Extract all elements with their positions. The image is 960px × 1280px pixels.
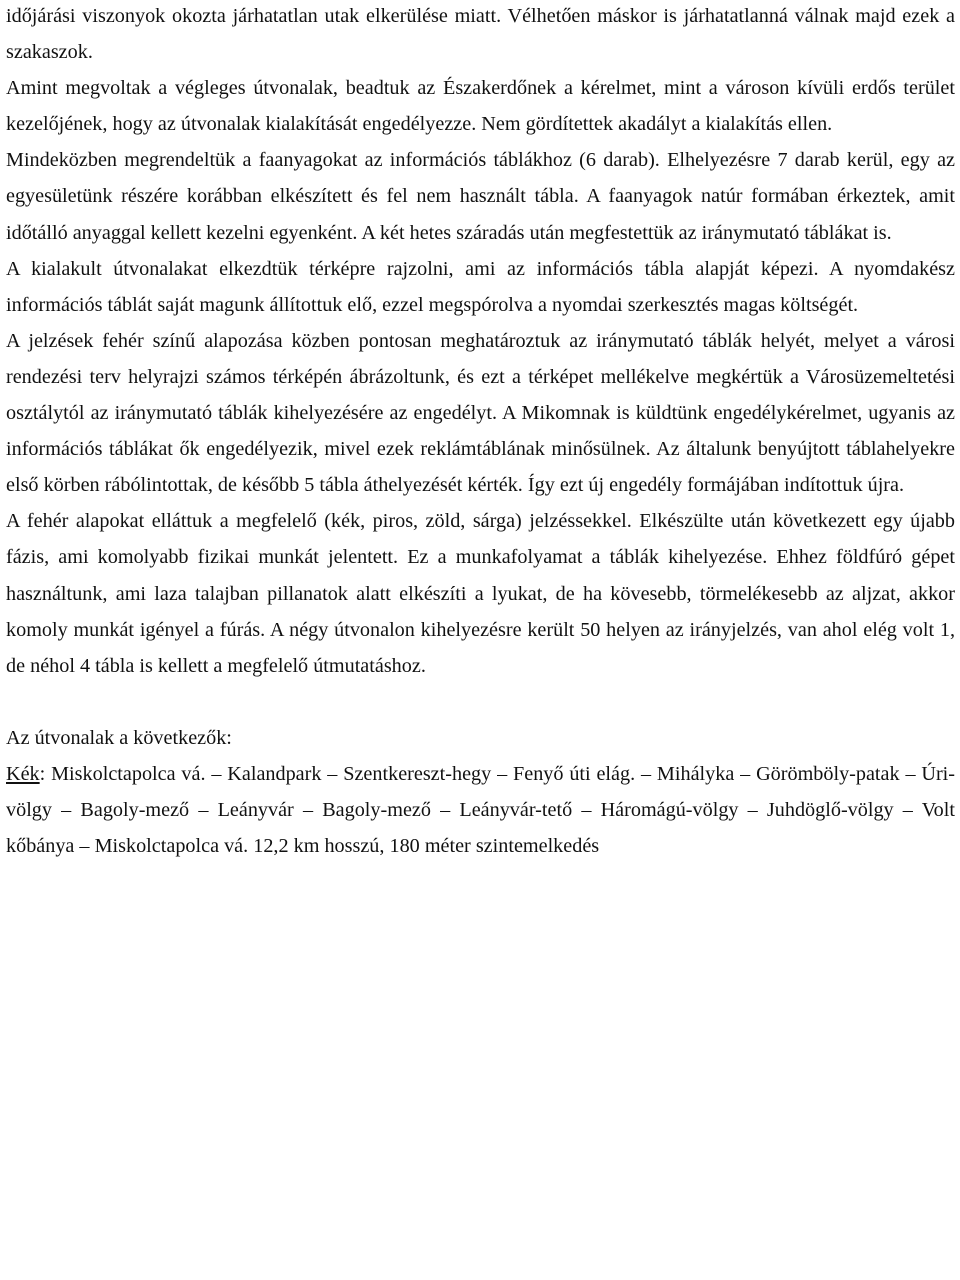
routes-heading: Az útvonalak a következők: <box>6 726 232 749</box>
paragraph-spacer <box>6 684 955 720</box>
document-page <box>6 0 955 864</box>
route-blue-text: Miskolctapolca vá. – Kalandpark – Szentkereszt-hegy – Fenyő úti elág. – Mihályka – Görömböly-patak – Úri-völgy – Bagoly-mező – Leányvár – Bagoly-mező – Leányvár-tető – Háromágú-völgy – Juhdöglő-völgy – Volt kőbánya – Miskolctapolca vá. 12,2 km hosszú, 180 méter szintemelkedés <box>6 762 956 858</box>
route-blue-label: Kék <box>6 762 40 785</box>
paragraph-sign-locations: A jelzések fehér színű alapozása közben pontosan meghatároztuk az iránymutató táblák helyét, melyet a városi rendezési terv helyrajzi számos térképén ábrázoltunk, és ezt a térképet mellékelve megkértük a Városüzemeltetési osztálytól az iránymutató táblák kihelyezésére az engedélyt. A Mikomnak is küldtünk engedélykérelmet, ugyanis az információs táblákat ők engedélyezik, mivel ezek reklámtáblának minősülnek. Az általunk benyújtott táblahelyekre első körben rábólintottak, de később 5 tábla áthelyezését kérték. Így ezt új engedély formájában indítottuk újra. <box>6 329 955 497</box>
paragraph-installation: A fehér alapokat elláttuk a megfelelő (kék, piros, zöld, sárga) jelzéssekkel. Elkészülte után következett egy újabb fázis, ami komolyabb fizikai munkát jelentett. Ez a munkafolyamat a táblák kihelyezése. Ehhez földfúró gépet használtunk, ami laza talajban pillanatok alatt elkészíti a lyukat, de ha kövesebb, törmelékesebb az aljzat, akkor komoly munkát igényel a fúrás. A négy útvonalon kihelyezésre került 50 helyen az irányjelzés, van ahol elég volt 1, de néhol 4 tábla is kellett a megfelelő útmutatáshoz. <box>6 510 955 677</box>
paragraph-intro: időjárási viszonyok okozta járhatatlan utak elkerülése miatt. Vélhetően máskor is járhatatlanná válnak majd ezek a szakaszok. <box>6 5 955 64</box>
paragraph-map-drawing: A kialakult útvonalakat elkezdtük térképre rajzolni, ami az információs tábla alapját képezi. A nyomdakész információs táblát saját magunk állítottuk elő, ezzel megspórolva a nyomdai szerkesztés magas költségét. <box>6 257 955 316</box>
route-blue <box>6 756 955 864</box>
paragraph-permit-request: Amint megvoltak a végleges útvonalak, beadtuk az Északerdőnek a kérelmet, mint a városon kívüli erdős terület kezelőjének, hogy az útvonalak kialakítását engedélyezze. Nem gördítettek akadályt a kialakítás ellen. <box>6 77 955 136</box>
route-blue-separator: : <box>39 762 52 785</box>
paragraph-materials: Mindeközben megrendeltük a faanyagokat az információs táblákhoz (6 darab). Elhelyezésre 7 darab kerül, egy az egyesületünk részére korábban elkészített és fel nem használt tábla. A faanyagok natúr formában érkeztek, amit időtálló anyaggal kellett kezelni egyenként. A két hetes száradás után megfestettük az iránymutató táblákat is. <box>6 149 955 244</box>
